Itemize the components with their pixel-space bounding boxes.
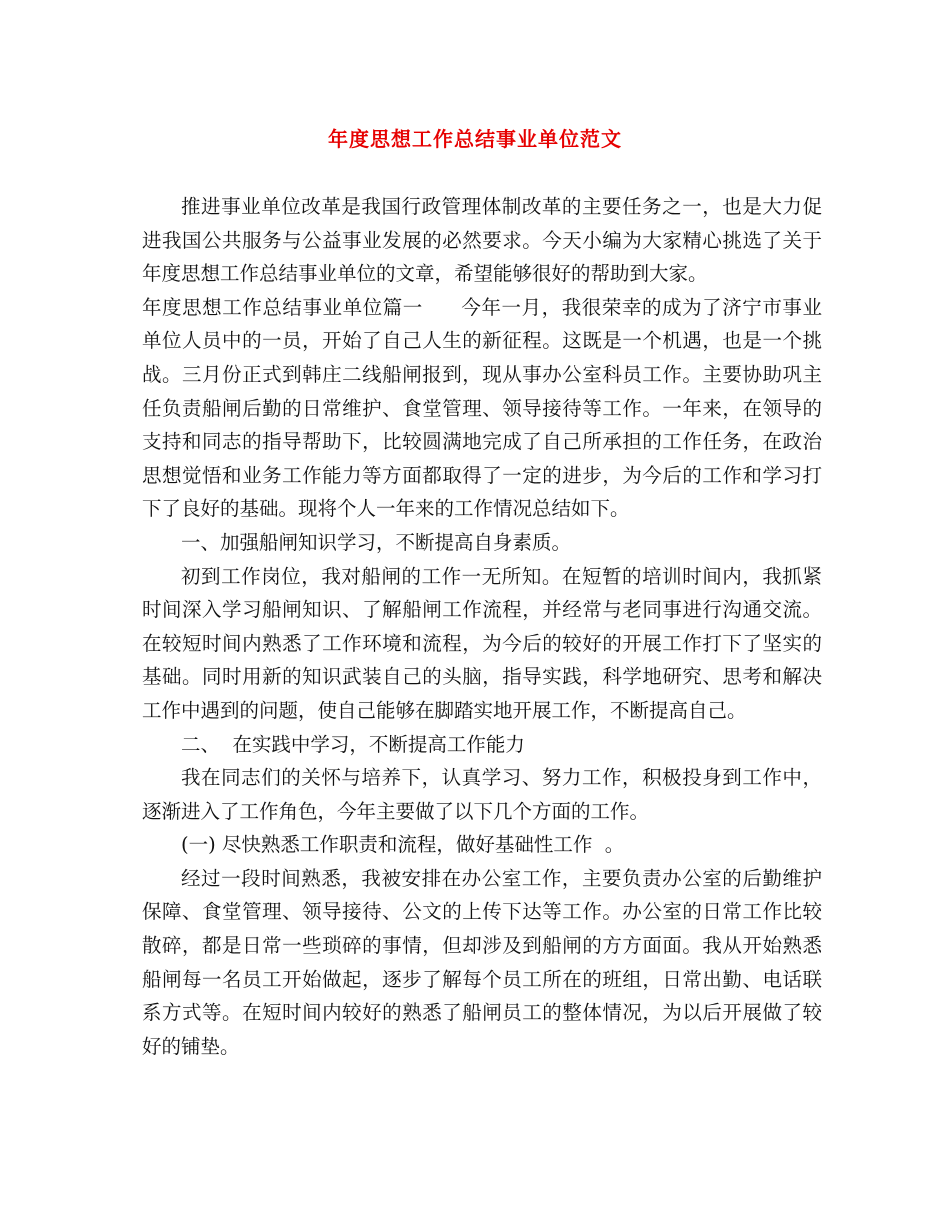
paragraph-two: 我在同志们的关怀与培养下，认真学习、努力工作，积极投身到工作中，逐渐进入了工作角色，今年主要做了以下几个方面的工作。 [142,766,822,823]
heading-two: 二、 在实践中学习，不断提高工作能力 [181,732,525,756]
section-text: 今年一月，我很荣幸的成为了济宁市事业单位人员中的一员，开始了自己人生的新征程。这既是一个机遇，也是一个挑战。三月份正式到韩庄二线船闸报到，现从事办公室科员工作。主要协助巩主任负责船闸后勤的日常维护、食堂管理、领导接待等工作。一年来，在领导的支持和同志的指导帮助下，比较圆满地完成了自己所承担的工作任务，在政治思想觉悟和业务工作能力等方面都取得了一定的进步，为今后的工作和学习打下了良好的基础。现将个人一年来的工作情况总结如下。 [142,295,822,521]
section-paragraph [142,291,822,526]
section-label: 年度思想工作总结事业单位篇一 [142,295,423,319]
intro-paragraph: 推进事业单位改革是我国行政管理体制改革的主要任务之一，也是大力促进我国公共服务与公益事业发展的必然要求。今天小编为大家精心挑选了关于年度思想工作总结事业单位的文章，希望能够很好的帮助到大家。 [142,195,822,286]
paragraph-three: 经过一段时间熟悉，我被安排在办公室工作，主要负责办公室的后勤维护保障、食堂管理、领导接待、公文的上传下达等工作。办公室的日常工作比较散碎，都是日常一些琐碎的事情，但却涉及到船闸的方方面面。我从开始熟悉船闸每一名员工开始做起，逐步了解每个员工所在的班组，日常出勤、电话联系方式等。在短时间内较好的熟悉了船闸员工的整体情况，为以后开展做了较好的铺垫。 [142,866,822,1058]
heading-one: 一、加强船闸知识学习，不断提高自身素质。 [181,530,572,554]
document-body [142,190,822,1063]
paragraph-one: 初到工作岗位，我对船闸的工作一无所知。在短暂的培训时间内，我抓紧时间深入学习船闸知识、了解船闸工作流程，并经常与老同事进行沟通交流。在较短时间内熟悉了工作环境和流程，为今后的较好的开展工作打下了坚实的基础。同时用新的知识武装自己的头脑，指导实践，科学地研究、思考和解决工作中遇到的问题，使自己能够在脚踏实地开展工作，不断提高自己。 [142,564,822,722]
document-title: 年度思想工作总结事业单位范文 [328,127,622,151]
heading-three: (一) 尽快熟悉工作职责和流程，做好基础性工作 。 [181,833,625,857]
